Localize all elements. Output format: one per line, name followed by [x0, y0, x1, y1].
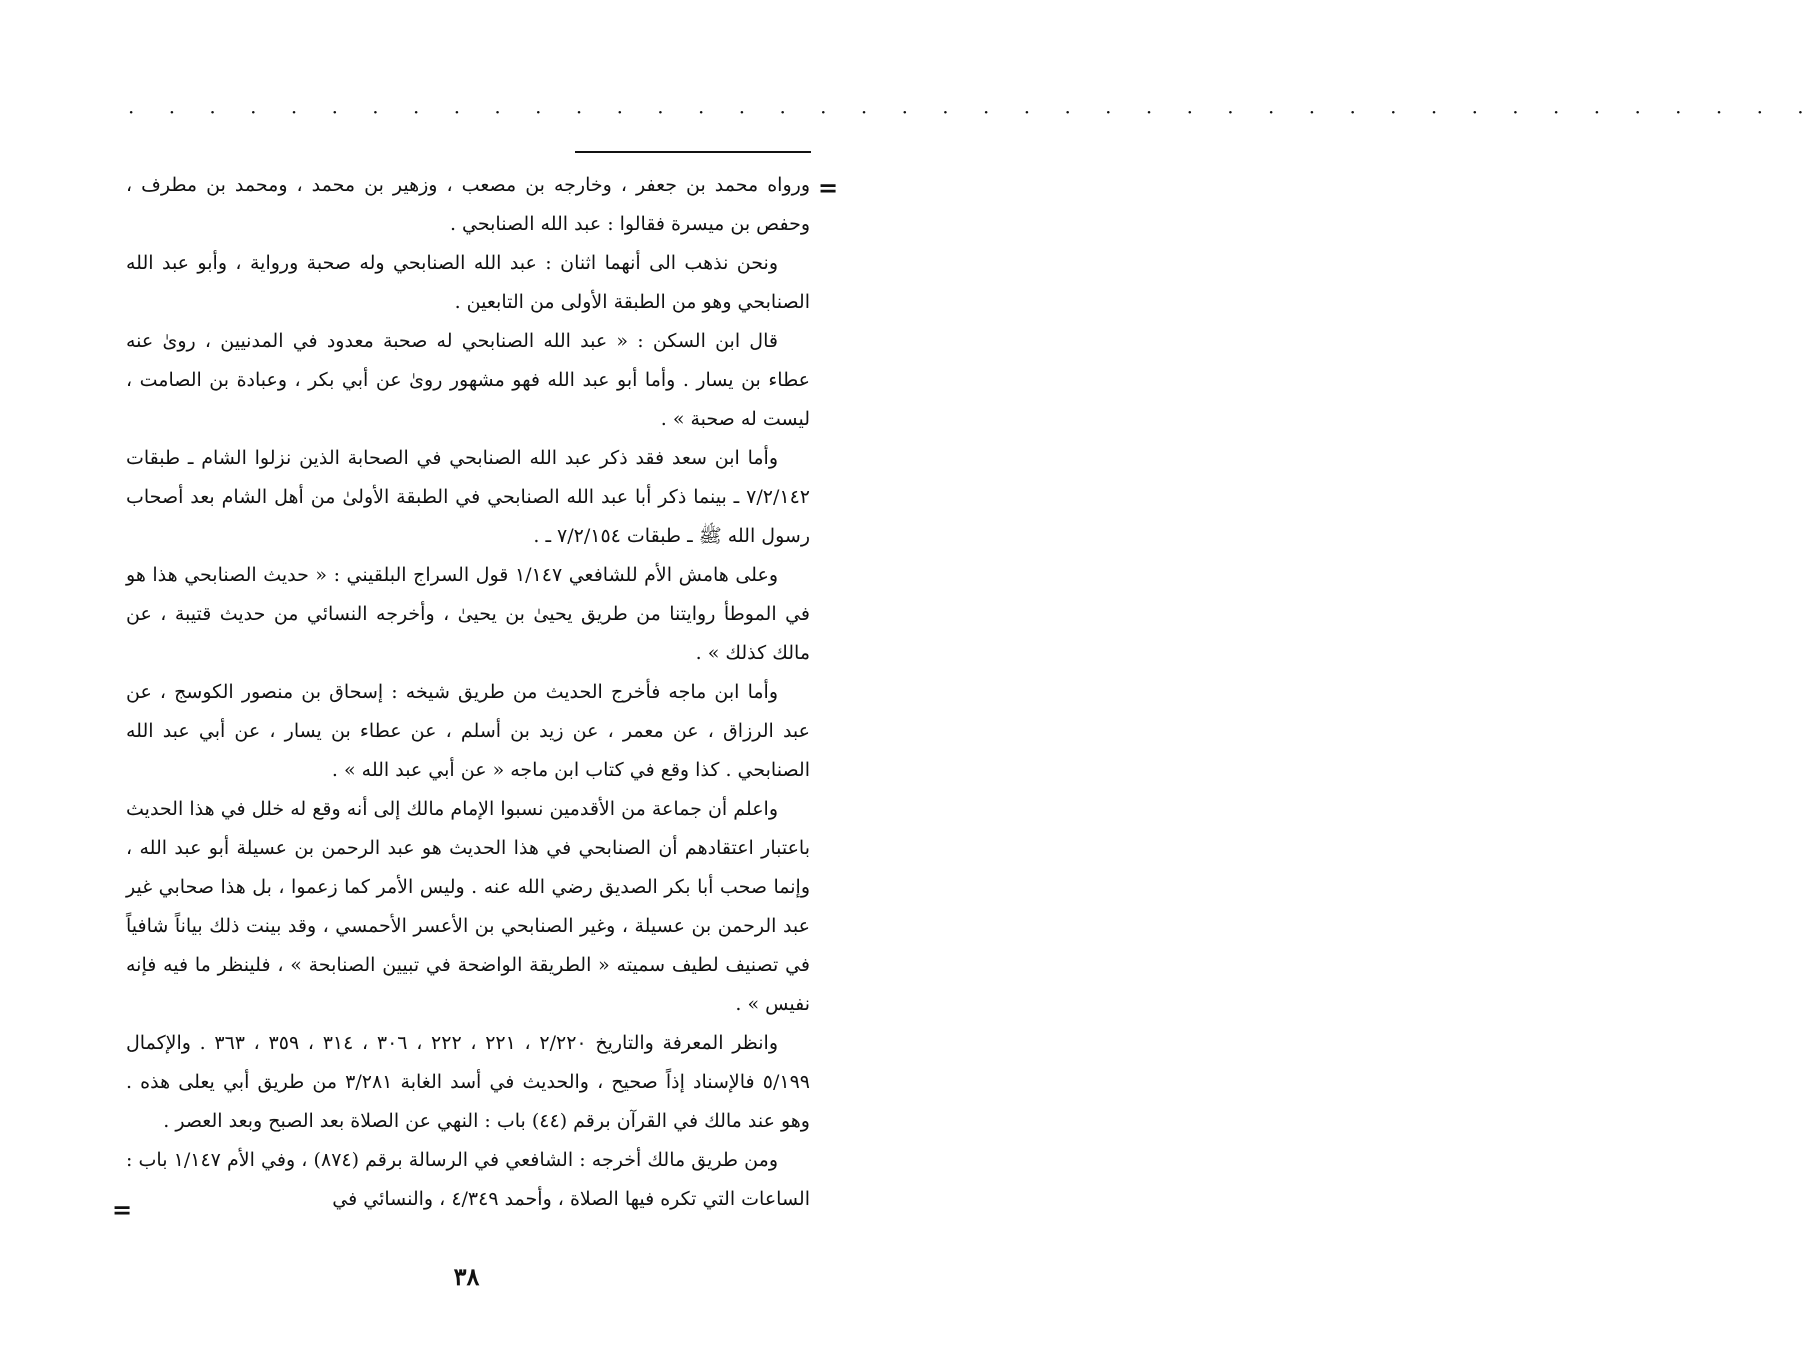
footnote-rule	[575, 151, 811, 153]
continuation-mark-top: =	[818, 173, 839, 202]
paragraph-9: ومن طريق مالك أخرجه : الشافعي في الرسالة برقم (٨٧٤) ، وفي الأم ١/١٤٧ باب : الساعات التي تكره فيها الصلاة ، وأحمد ٤/٣٤٩ ، والنسائي في	[126, 1149, 810, 1210]
paragraph-7: واعلم أن جماعة من الأقدمين نسبوا الإمام مالك إلى أنه وقع له خلل في هذا الحديث باعتبار اعتقادهم أن الصنابحي في هذا الحديث هو عبد الرحمن بن عسيلة أبو عبد الله ، وإنما صحب أبا بكر الصديق رضي الله عنه . وليس الأمر كما زعموا ، بل هذا صحابي غير عبد الرحمن بن عسيلة ، وغير الصنابحي بن الأعسر الأحمسي ، وقد بينت ذلك بياناً شافياً في تصنيف لطيف سميته « الطريقة الواضحة في تبيين الصنابحة » ، فلينظر ما فيه فإنه نفيس » .	[126, 798, 810, 1015]
paragraph-3: قال ابن السكن : « عبد الله الصنابحي له صحبة معدود في المدنيين ، روىٰ عنه عطاء بن يسار . وأما أبو عبد الله فهو مشهور روىٰ عن أبي بكر ، وعبادة بن الصامت ، ليست له صحبة » .	[126, 330, 810, 430]
paragraph-2: ونحن نذهب الى أنهما اثنان : عبد الله الصنابحي وله صحبة ورواية ، وأبو عبد الله الصنابحي وهو من الطبقة الأولى من التابعين .	[126, 252, 810, 313]
continuation-mark-bottom: =	[112, 1195, 133, 1224]
paragraph-8: وانظر المعرفة والتاريخ ٢/٢٢٠ ، ٢٢١ ، ٢٢٢ ، ٣٠٦ ، ٣١٤ ، ٣٥٩ ، ٣٦٣ . والإكمال ٥/١٩٩ فالإسناد إذاً صحيح ، والحديث في أسد الغابة ٣/٢٨١ من طريق أبي يعلى هذه . وهو عند مالك في القرآن برقم (٤٤) باب : النهي عن الصلاة بعد الصبح وبعد العصر .	[126, 1032, 810, 1132]
paragraph-1: ورواه محمد بن جعفر ، وخارجه بن مصعب ، وزهير بن محمد ، ومحمد بن مطرف ، وحفص بن ميسرة فقالوا : عبد الله الصنابحي .	[126, 174, 810, 235]
paragraph-6: وأما ابن ماجه فأخرج الحديث من طريق شيخه : إسحاق بن منصور الكوسج ، عن عبد الرزاق ، عن معمر ، عن زيد بن أسلم ، عن عطاء بن يسار ، عن أبي عبد الله الصنابحي . كذا وقع في كتاب ابن ماجه « عن أبي عبد الله » .	[126, 681, 810, 781]
dotted-separator: · · · · · · · · · · · · · · · · · · · · · · · · · · · · · · · · · · · · · · · · · ·	[128, 100, 1818, 124]
paragraph-5: وعلى هامش الأم للشافعي ١/١٤٧ قول السراج البلقيني : « حديث الصنابحي هذا هو في الموطأ روايتنا من طريق يحيىٰ بن يحيىٰ ، وأخرجه النسائي من حديث قتيبة ، عن مالك كذلك » .	[126, 564, 810, 664]
paragraph-4: وأما ابن سعد فقد ذكر عبد الله الصنابحي في الصحابة الذين نزلوا الشام ـ طبقات ٧/٢/١٤٢ ـ بينما ذكر أبا عبد الله الصنابحي في الطبقة الأولىٰ من أهل الشام بعد أصحاب رسول الله ﷺ ـ طبقات ٧/٢/١٥٤ ـ .	[126, 447, 810, 547]
footnote-body	[126, 166, 810, 1219]
page-number: ٣٨	[453, 1262, 480, 1291]
